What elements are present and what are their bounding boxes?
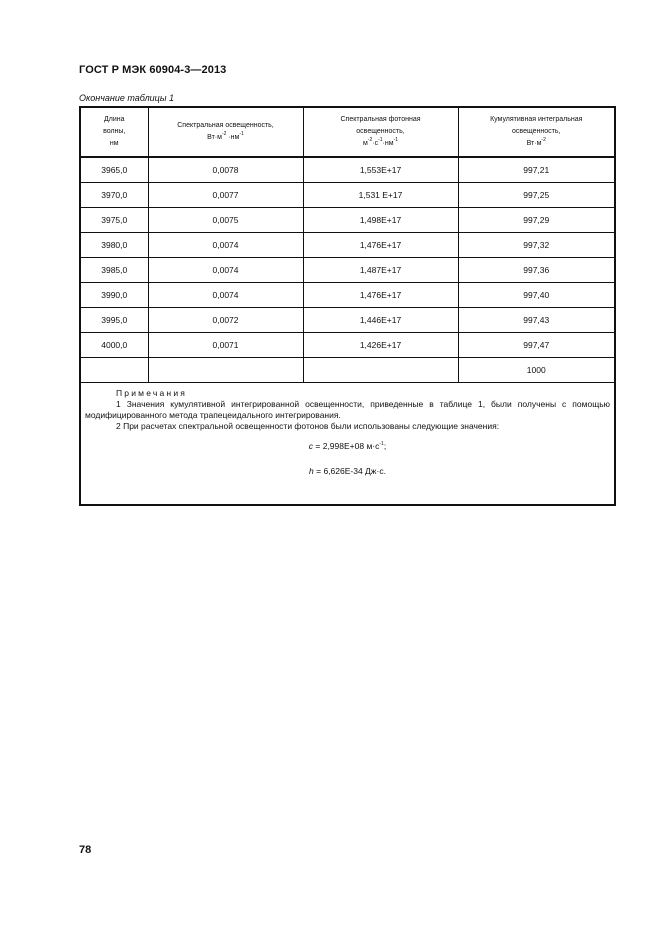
header-line: Кумулятивная интегральная [490,116,583,123]
table-row [80,333,615,358]
table-row [80,233,615,258]
cell-cumulative: 997,29 [458,208,615,233]
table-header-row [80,107,615,157]
cell-photon-irradiance: 1,553E+17 [303,157,458,183]
note-2: 2 При расчетах спектральной освещенности фотонов были использованы следующие значения: [116,421,500,431]
cell-spectral-irradiance: 0,0071 [148,333,303,358]
notes-row [80,383,615,506]
cell-wavelength: 3970,0 [80,183,148,208]
header-spectral-irradiance [148,107,303,157]
header-line: Длина [104,116,125,123]
note-1: 1 Значения кумулятивной интегрированной освещенности, приведенные в таблице 1, были получены с помощью модифицированного метода трапецеидального интегрирования. [85,399,610,420]
table-row-total [80,358,615,383]
header-cumulative-irradiance [458,107,615,157]
cell-wavelength [80,358,148,383]
cell-spectral-irradiance: 0,0074 [148,283,303,308]
header-line: освещенность, [512,128,561,135]
cell-photon-irradiance: 1,446E+17 [303,308,458,333]
header-line: нм [109,140,119,147]
table-row [80,308,615,333]
table-row [80,258,615,283]
header-unit: $Вт\cdot м^{-2}$ [526,137,546,147]
cell-spectral-irradiance [148,358,303,383]
cell-photon-irradiance: 1,531 E+17 [303,183,458,208]
cell-cumulative: 997,36 [458,258,615,283]
header-wavelength [80,107,148,157]
header-unit: $м^{-2}\cdot с^{-1}\cdot нм^{-1}$ [362,137,399,147]
cell-cumulative: 997,32 [458,233,615,258]
table-caption: Окончание таблицы 1 [79,93,174,103]
data-table [79,106,616,506]
cell-spectral-irradiance: 0,0072 [148,308,303,333]
header-unit: $Вт\cdot м^{-2} \cdot нм^{-1}$ [207,131,244,141]
cell-cumulative: 997,40 [458,283,615,308]
formula-planck-constant: h = 6,626E-34 Дж·с. [309,466,386,476]
cell-spectral-irradiance: 0,0077 [148,183,303,208]
cell-cumulative: 997,43 [458,308,615,333]
cell-cumulative: 997,25 [458,183,615,208]
cell-cumulative-total: 1000 [458,358,615,383]
document-header: ГОСТ Р МЭК 60904-3—2013 [79,64,227,76]
cell-wavelength: 4000,0 [80,333,148,358]
table-row [80,157,615,183]
header-line: Спектральная фотонная [340,116,421,123]
notes-cell [80,383,615,506]
table-row [80,183,615,208]
table-row [80,208,615,233]
cell-spectral-irradiance: 0,0074 [148,258,303,283]
cell-spectral-irradiance: 0,0078 [148,157,303,183]
header-photon-irradiance [303,107,458,157]
cell-photon-irradiance: 1,476E+17 [303,283,458,308]
cell-photon-irradiance: 1,476E+17 [303,233,458,258]
cell-wavelength: 3965,0 [80,157,148,183]
cell-wavelength: 3980,0 [80,233,148,258]
cell-photon-irradiance: 1,498E+17 [303,208,458,233]
cell-photon-irradiance [303,358,458,383]
cell-wavelength: 3990,0 [80,283,148,308]
page-number: 78 [79,844,92,856]
header-line: освещенность, [356,128,405,135]
cell-spectral-irradiance: 0,0075 [148,208,303,233]
cell-wavelength: 3985,0 [80,258,148,283]
table-row [80,283,615,308]
cell-wavelength: 3995,0 [80,308,148,333]
header-line: волны, [103,128,126,135]
cell-wavelength: 3975,0 [80,208,148,233]
cell-spectral-irradiance: 0,0074 [148,233,303,258]
formula-speed-of-light: c = 2,998E+08 $м\cdot с^{-1}$; [308,441,387,451]
header-line: Спектральная освещенность, [177,122,274,129]
cell-cumulative: 997,47 [458,333,615,358]
cell-photon-irradiance: 1,487E+17 [303,258,458,283]
notes-title: Примечания [116,388,188,398]
cell-cumulative: 997,21 [458,157,615,183]
cell-photon-irradiance: 1,426E+17 [303,333,458,358]
